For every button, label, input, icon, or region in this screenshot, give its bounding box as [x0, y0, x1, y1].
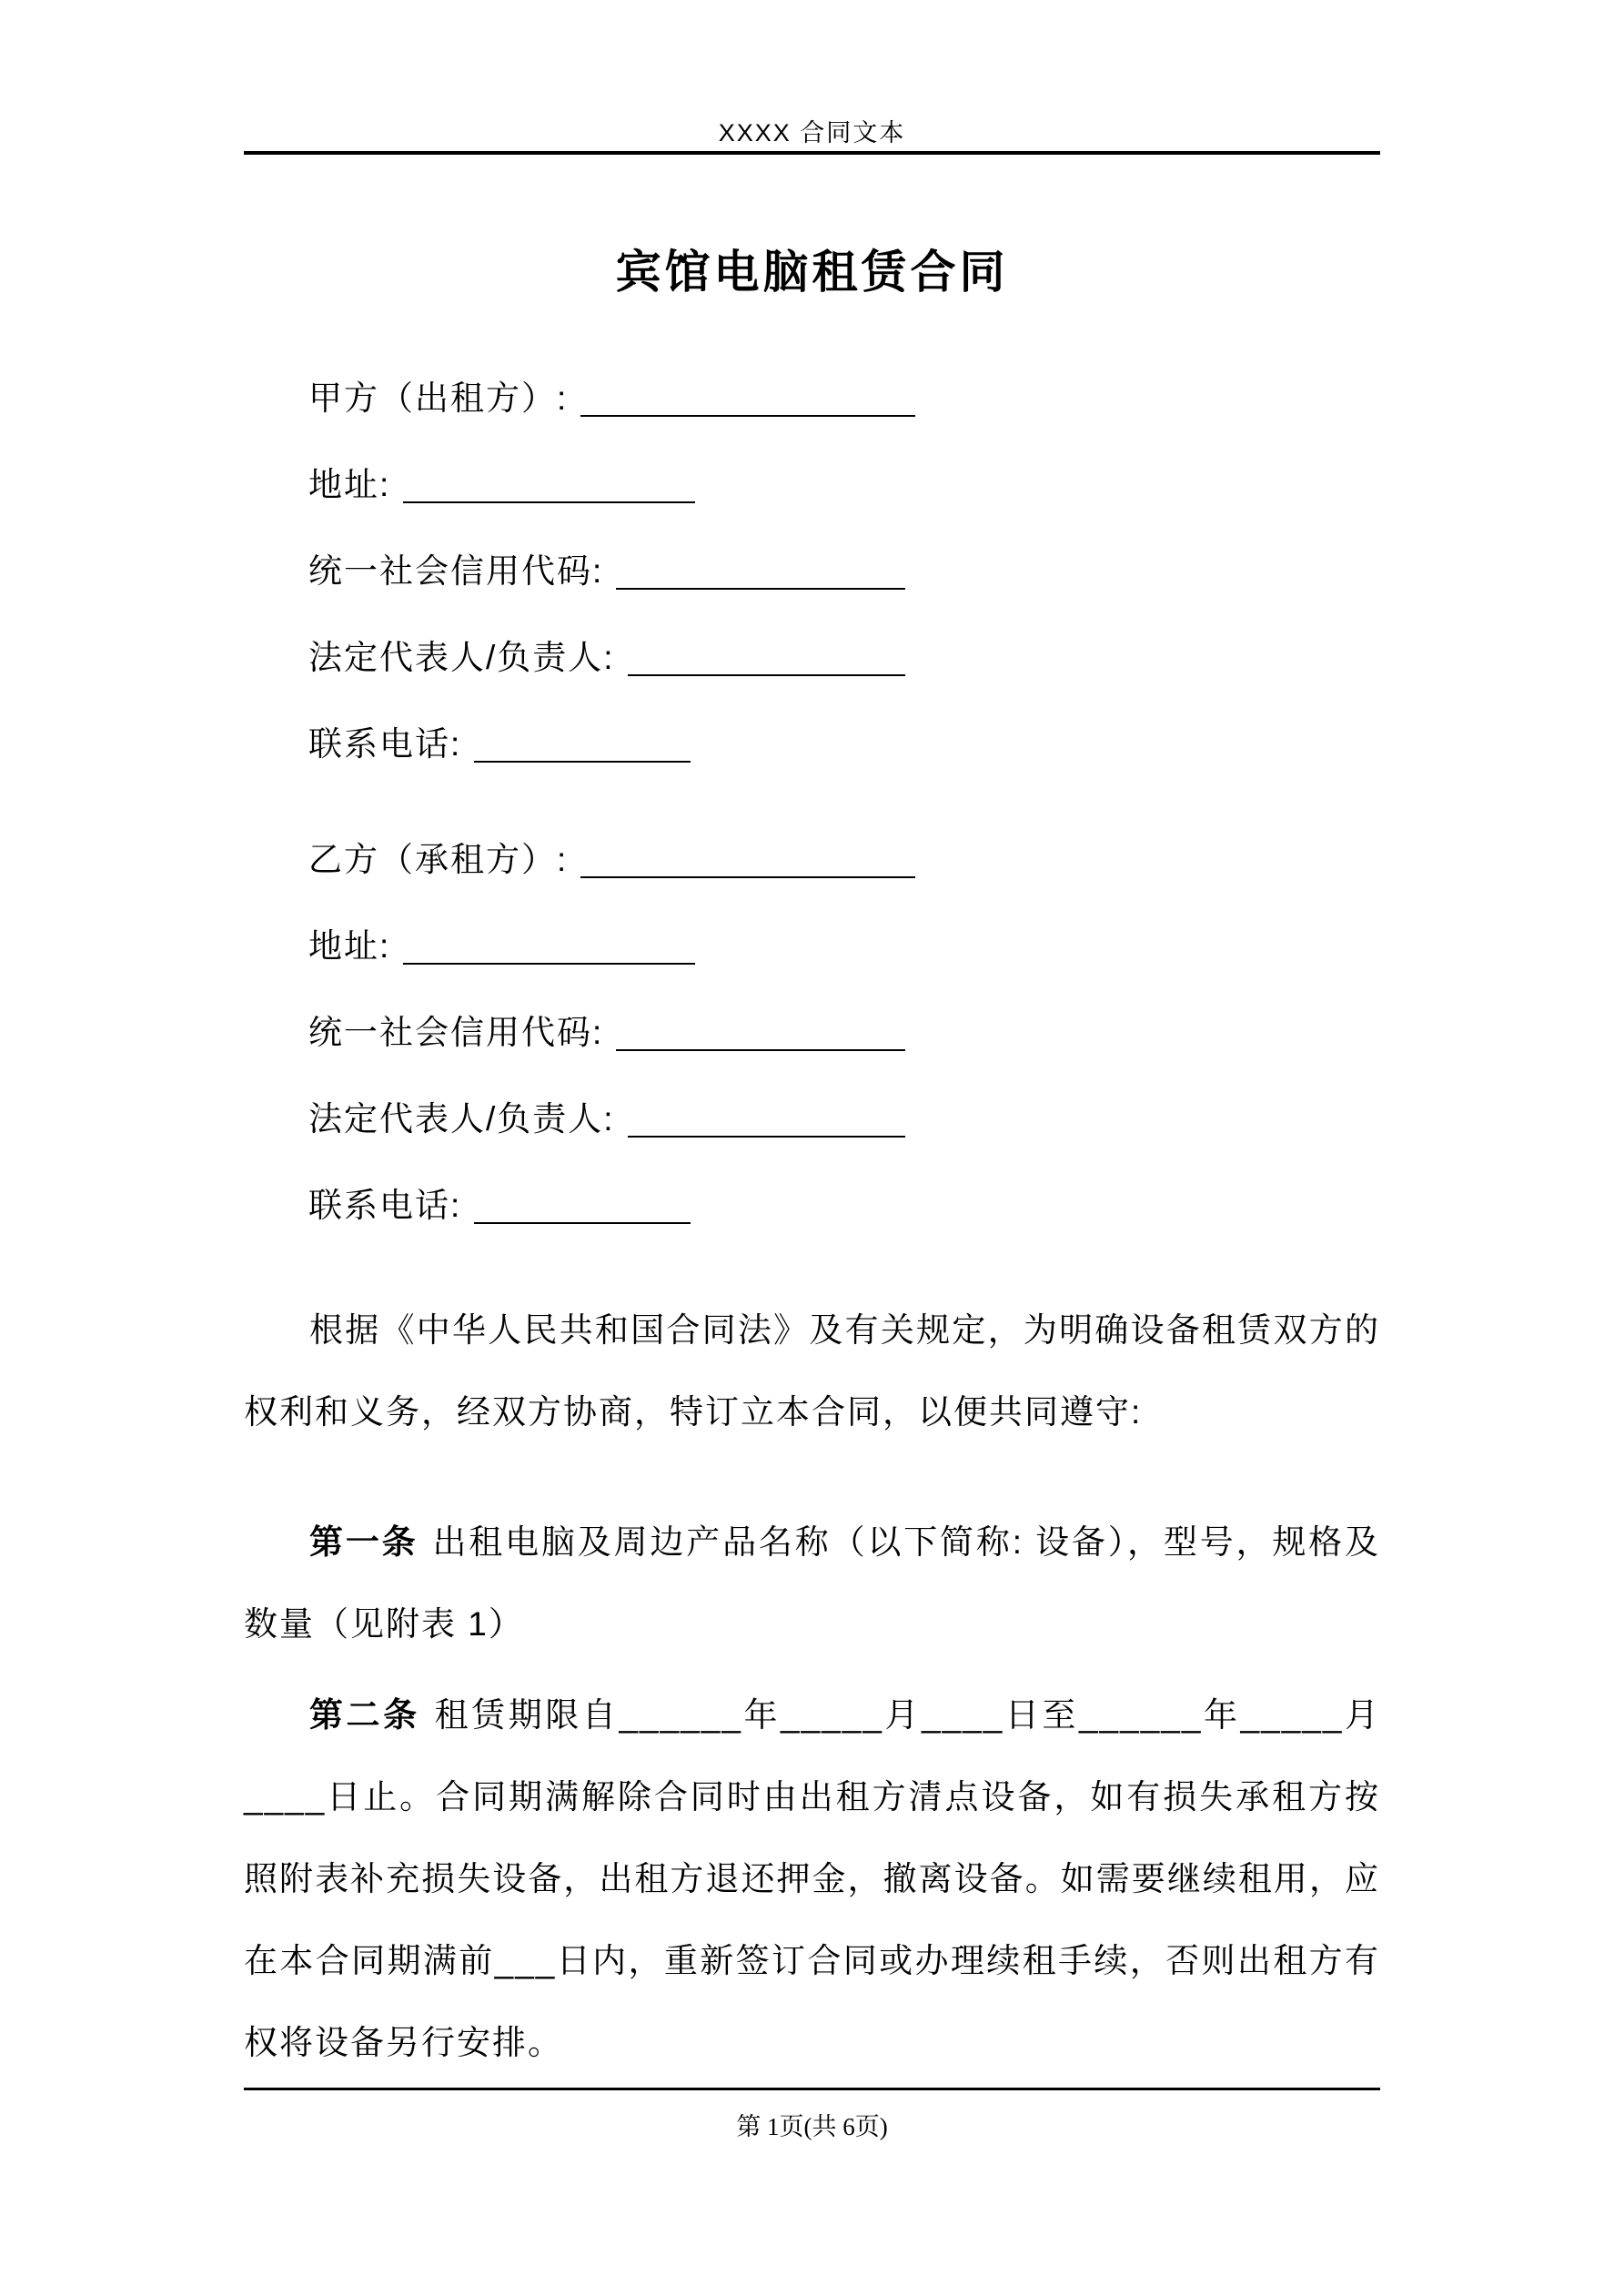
field-label-party-a-legal-rep: 法定代表人/负责人:	[308, 639, 615, 676]
blank-line-party-a-credit-code[interactable]	[616, 554, 905, 590]
field-row-party-b-legal-rep	[244, 1076, 1380, 1162]
field-label-party-a-name: 甲方（出租方）:	[308, 379, 569, 417]
blank-line-party-a-phone[interactable]	[474, 727, 691, 763]
clause-1-paragraph	[244, 1502, 1380, 1665]
field-row-party-b-credit-code	[244, 989, 1380, 1076]
clause-1-text: 出租电脑及周边产品名称（以下简称: 设备），型号，规格及数量（见附表 1）	[244, 1523, 1381, 1643]
field-label-party-b-address: 地址:	[308, 927, 391, 965]
clause-2-text: 租赁期限自______年_____月____日至______年_____月____日止。合同期满解除合同时由出租方清点设备，如有损失承租方按照附表补充损失设备，出租方退还押金，撤离设备。如需要继续租用，应在本合同期满前___日内，重新签订合同或办理续租手续，否则出租方有权将设备另行安排。	[244, 1696, 1380, 2061]
field-row-party-a-credit-code	[244, 528, 1380, 614]
field-row-party-b-name	[244, 816, 1380, 903]
clause-2-number: 第二条	[309, 1696, 420, 1734]
party-a-section	[244, 355, 1380, 787]
clause-1-number: 第一条	[309, 1523, 419, 1561]
blank-line-party-b-address[interactable]	[403, 929, 695, 965]
field-label-party-b-phone: 联系电话:	[308, 1187, 462, 1224]
document-title: 宾馆电脑租赁合同	[615, 247, 1009, 298]
header-title: XXXX 合同文本	[718, 119, 906, 147]
blank-line-party-b-name[interactable]	[580, 843, 915, 878]
page-footer	[244, 2088, 1380, 2141]
blank-line-party-b-phone[interactable]	[474, 1188, 691, 1224]
blank-line-party-b-legal-rep[interactable]	[628, 1102, 905, 1138]
document-content	[244, 0, 1380, 2084]
field-row-party-b-phone	[244, 1162, 1380, 1249]
blank-line-party-a-legal-rep[interactable]	[628, 641, 905, 676]
field-label-party-a-credit-code: 统一社会信用代码:	[308, 552, 604, 590]
clause-2-paragraph	[244, 1674, 1380, 2084]
page-number: 第 1页(共 6页)	[736, 2113, 888, 2140]
field-row-party-a-name	[244, 355, 1380, 441]
field-label-party-b-name: 乙方（承租方）:	[308, 841, 569, 878]
blank-line-party-a-name[interactable]	[580, 381, 915, 417]
field-row-party-b-address	[244, 903, 1380, 989]
party-b-section	[244, 816, 1380, 1249]
field-row-party-a-phone	[244, 701, 1380, 787]
preamble-paragraph: 根据《中华人民共和国合同法》及有关规定，为明确设备租赁双方的权利和义务，经双方协商，特订立本合同，以便共同遵守:	[244, 1311, 1380, 1431]
field-label-party-a-address: 地址:	[308, 466, 391, 503]
field-row-party-a-address	[244, 441, 1380, 528]
footer-rule	[244, 2088, 1380, 2090]
field-label-party-b-credit-code: 统一社会信用代码:	[308, 1014, 604, 1051]
field-label-party-a-phone: 联系电话:	[308, 725, 462, 763]
blank-line-party-b-credit-code[interactable]	[616, 1016, 905, 1051]
field-row-party-a-legal-rep	[244, 614, 1380, 701]
field-label-party-b-legal-rep: 法定代表人/负责人:	[308, 1100, 615, 1138]
blank-line-party-a-address[interactable]	[403, 468, 695, 503]
